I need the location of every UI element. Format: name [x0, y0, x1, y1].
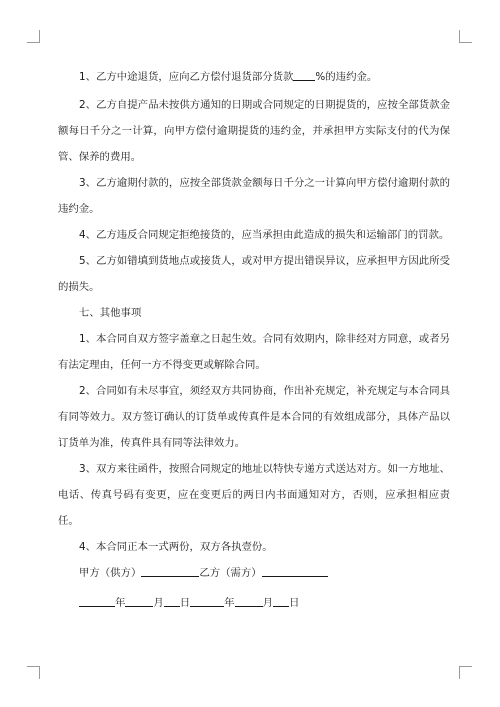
clause-1-text: 1、乙方中途退货，应向乙方偿付退货部分货款	[79, 71, 294, 83]
party-a-label: 甲方（供方）	[79, 567, 142, 579]
crop-mark-bottom-right	[459, 666, 472, 679]
crop-mark-top-left	[27, 30, 40, 43]
clause-1	[58, 64, 450, 90]
party-a-year-blank[interactable]	[79, 595, 115, 607]
party-b-day-blank[interactable]	[273, 595, 289, 607]
party-b-month-label: 月	[262, 597, 273, 609]
section-7-item-2: 2、合同如有未尽事宜，须经双方共同协商，作出补充规定，补充规定与本合同具有同等效力。双方签订确认的订货单或传真件是本合同的有效组成部分，具体产品以订货单为准，传真件具有同等法律效力。	[58, 385, 450, 449]
party-b-year-label: 年	[224, 597, 235, 609]
clause-1-tail: %的违约金。	[315, 71, 378, 83]
party-b-year-blank[interactable]	[190, 595, 224, 607]
party-a-blank[interactable]	[141, 565, 199, 577]
party-a-day-label: 日	[179, 597, 191, 609]
clause-3: 3、乙方逾期付款的，应按全部货款金额每日千分之一计算向甲方偿付逾期付款的违约金。	[58, 177, 450, 215]
party-b-blank[interactable]	[262, 565, 328, 577]
clause-4: 4、乙方违反合同规定拒绝接货的，应当承担由此造成的损失和运输部门的罚款。	[79, 229, 450, 241]
section-7-item-4: 4、本合同正本一式两份，双方各执壹份。	[79, 541, 273, 553]
date-line	[58, 590, 450, 616]
party-a-year-label: 年	[115, 597, 126, 609]
crop-mark-bottom-left	[27, 666, 40, 679]
section-7-heading: 七、其他事项	[79, 307, 142, 319]
document-body	[58, 64, 450, 616]
party-b-day-label: 日	[288, 597, 300, 609]
party-a-day-blank[interactable]	[164, 595, 180, 607]
signature-line	[58, 560, 450, 586]
party-a-month-label: 月	[153, 597, 164, 609]
section-7-item-3: 3、双方来往函件，按照合同规定的地址以特快专递方式送达对方。如一方地址、电话、传真号码有变更，应在变更后的两日内书面通知对方，否则，应承担相应责任。	[58, 463, 450, 527]
clause-5: 5、乙方如错填到货地点或接货人，或对甲方提出错误异议，应承担甲方因此所受的损失。	[58, 255, 450, 293]
clause-2: 2、乙方自提产品未按供方通知的日期或合同规定的日期提货的，应按全部货款金额每日千分之一计算，向甲方偿付逾期提货的违约金，并承担甲方实际支付的代为保管、保养的费用。	[58, 99, 450, 163]
party-b-month-blank[interactable]	[235, 595, 263, 607]
party-b-label: 乙方（需方）	[199, 567, 262, 579]
party-a-month-blank[interactable]	[125, 595, 153, 607]
percentage-blank	[293, 69, 315, 81]
crop-mark-top-right	[459, 30, 472, 43]
section-7-item-1: 1、本合同自双方签字盖章之日起生效。合同有效期内，除非经对方同意，或者另有法定理由，任何一方不得变更或解除合同。	[58, 333, 450, 371]
